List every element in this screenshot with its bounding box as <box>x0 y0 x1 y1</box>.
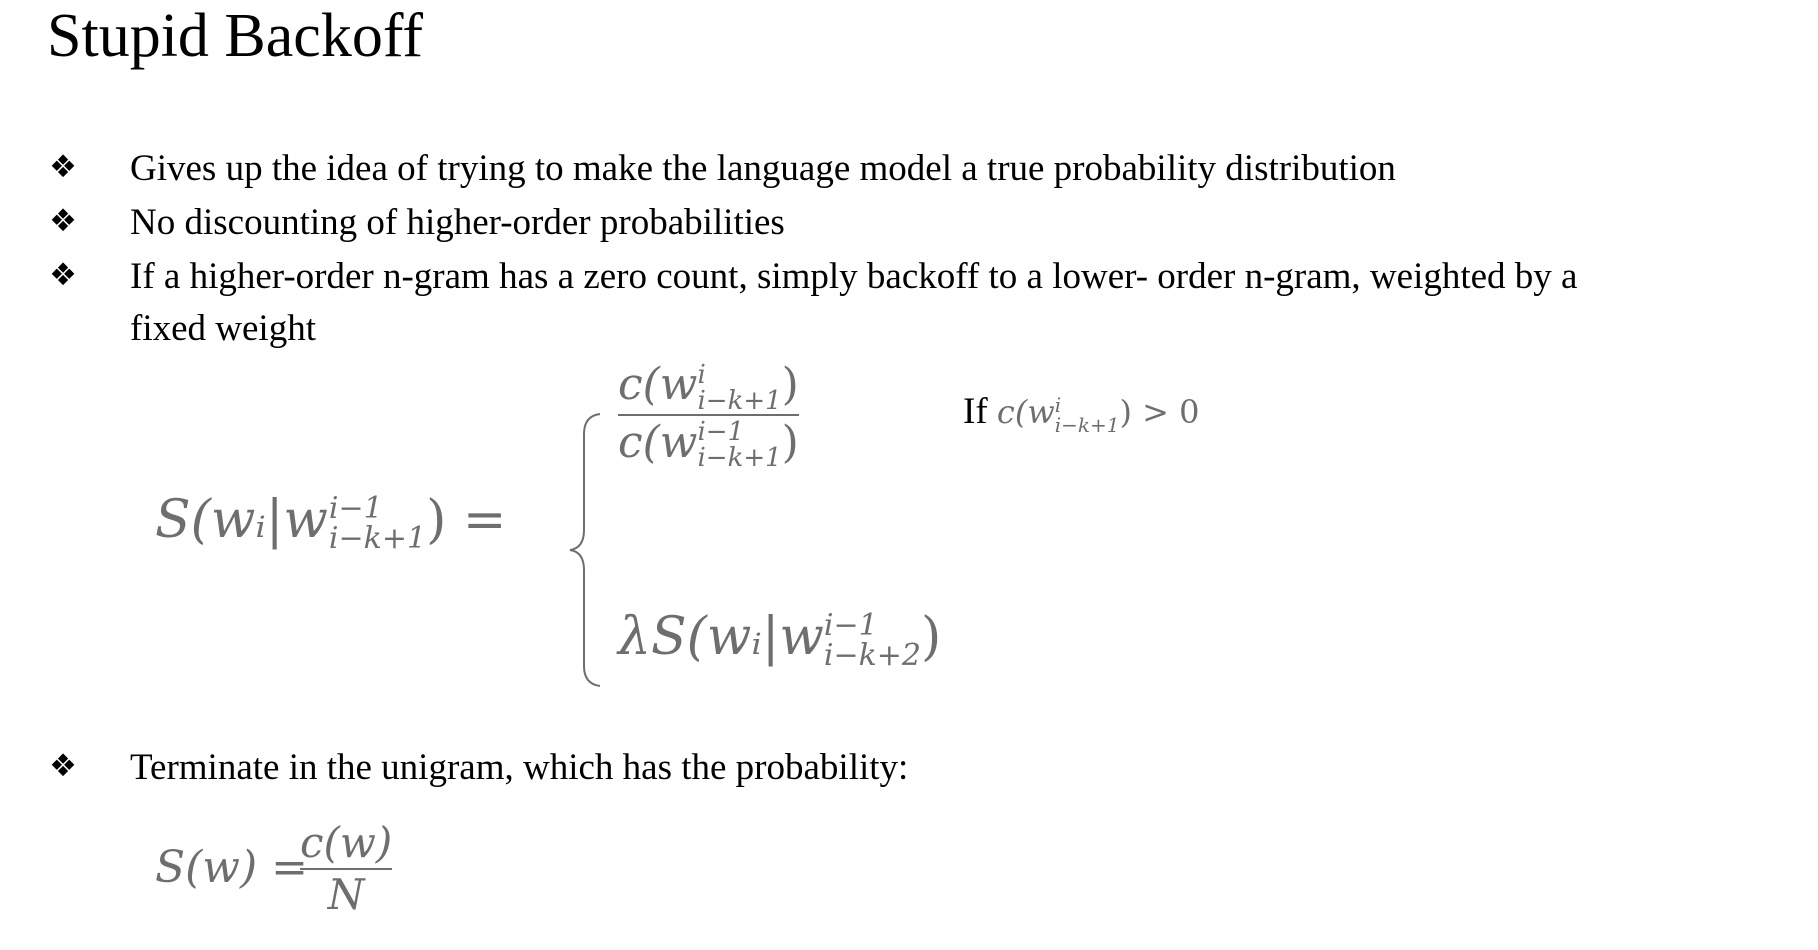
case1-num-sub: i−k+1 <box>697 385 782 416</box>
case1-den-sub: i−k+1 <box>697 443 782 473</box>
bullet-text: Gives up the idea of trying to make the language model a true probability distribution <box>130 148 1396 189</box>
unigram-lhs: S(w) = <box>155 842 308 893</box>
case2-text: λS(wᵢ|w <box>618 607 824 667</box>
formula-lhs-sup: i−1 <box>328 490 383 526</box>
bullet-marker-icon: ❖ <box>49 149 77 185</box>
case1-num: c(w <box>618 359 698 410</box>
bullet-text-continued: fixed weight <box>130 308 316 349</box>
case2-close: ) <box>921 607 942 667</box>
case1-fraction <box>618 360 799 471</box>
case1-num-close: ) <box>781 359 799 410</box>
bullet-text: If a higher-order n-gram has a zero count, simply backoff to a lower- order n-gram, weighted by a <box>130 256 1578 297</box>
case1-cond-sup: i <box>1054 392 1062 417</box>
case2-sup: i−1 <box>823 607 878 643</box>
case1-if-label: If <box>963 391 988 432</box>
case1-den-sup: i−1 <box>697 417 745 447</box>
formula-lhs <box>155 488 506 554</box>
case2-sub: i−k+2 <box>823 637 922 673</box>
formula-lhs-sub: i−k+1 <box>328 520 427 556</box>
case1-den-close: ) <box>781 416 799 468</box>
case1-condition <box>963 390 1199 435</box>
unigram-fraction <box>300 818 392 920</box>
page-title: Stupid Backoff <box>47 2 423 70</box>
case2-expression <box>618 605 941 671</box>
unigram-den: N <box>327 870 365 919</box>
formula-lhs-close: ) = <box>426 490 507 550</box>
bullet-text: No discounting of higher-order probabilities <box>130 202 785 243</box>
case1-num-sup: i <box>697 359 706 390</box>
case1-cond-close: ) > 0 <box>1119 393 1200 431</box>
bullet-marker-icon: ❖ <box>49 257 77 293</box>
unigram-num: c(w) <box>300 818 393 867</box>
bullet-text: Terminate in the unigram, which has the probability: <box>130 747 909 788</box>
bullet-marker-icon: ❖ <box>49 203 77 239</box>
case1-den: c(w <box>618 416 698 468</box>
formula-lhs-text: S(wᵢ|w <box>155 490 328 550</box>
bullet-marker-icon: ❖ <box>49 748 77 784</box>
case1-cond: c(w <box>996 393 1055 431</box>
cases-brace-icon <box>566 410 606 690</box>
case1-cond-sub: i−k+1 <box>1054 412 1120 437</box>
